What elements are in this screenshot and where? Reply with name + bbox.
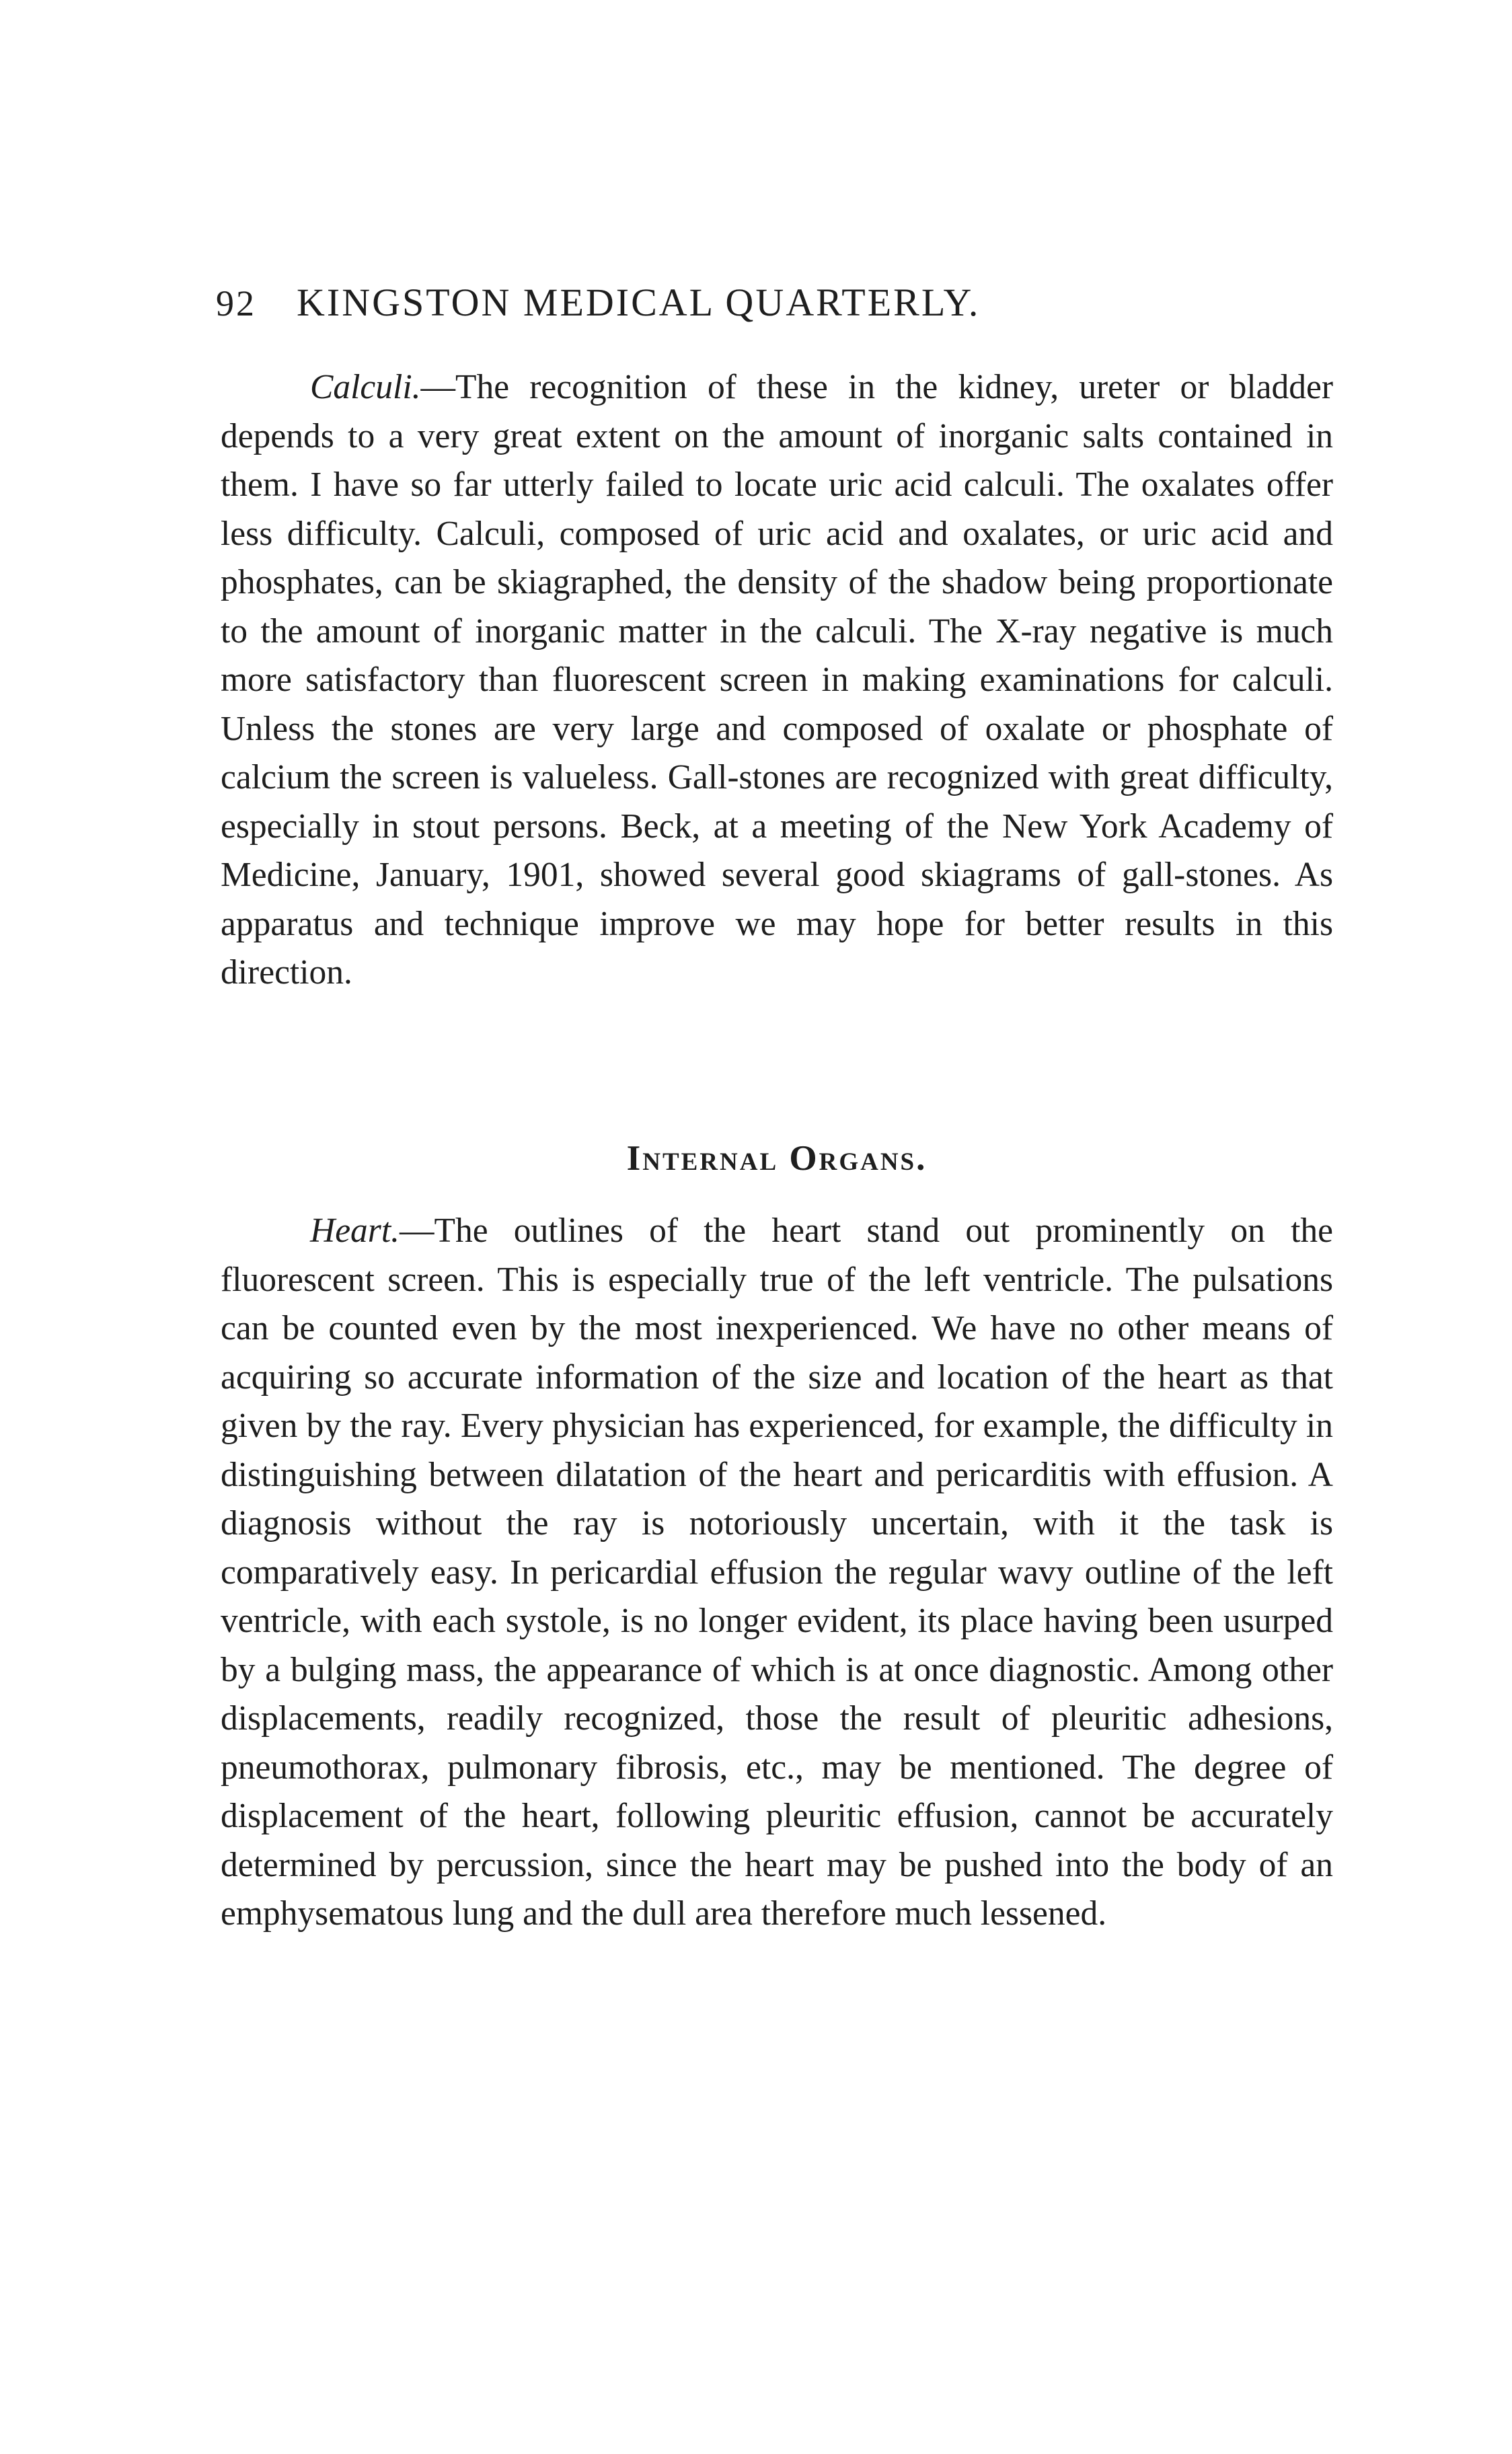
paragraph-heart-text: —The outlines of the heart stand out prominently on the fluorescent screen. This is especially true of the left ventricle. The pulsations can be counted even by the most inexperienced. We have no other means of acquiring so accurate information of the size and location of the heart as that given by the ray. Every physician has experienced, for example, the difficulty in distinguishing between dilatation of the heart and pericarditis with effusion. A diagnosis without the ray is notoriously uncertain, with it the task is comparatively easy. In pericardial effusion the regular wavy outline of the left ventricle, with each systole, is no longer evident, its place having been usurped by a bulging mass, the appearance of which is at once diagnostic. Among other displacements, readily recognized, those the result of pleuritic adhesions, pneumothorax, pulmonary fibrosis, etc., may be mentioned. The degree of displacement of the heart, following pleuritic effusion, cannot be accurately determined by percussion, since the heart may be pushed into the body of an emphysematous lung and the dull area therefore much lessened. [221,1212,1333,1933]
lead-term-heart: Heart. [310,1212,400,1250]
journal-title: KINGSTON MEDICAL QUARTERLY. [297,281,981,324]
lead-term-calculi: Calculi. [310,368,421,406]
paragraph-calculi-text: —The recognition of these in the kidney, ureter or bladder depends to a very great extent on the amount of inorganic salts contained in them. I have so far utterly failed to locate uric acid calculi. The oxalates offer less difficulty. Calculi, composed of uric acid and oxalates, or uric acid and phosphates, can be skiagraphed, the density of the shadow being proportionate to the amount of inorganic matter in the calculi. The X-ray negative is much more satisfactory than fluorescent screen in making examinations for calculi. Unless the stones are very large and composed of oxalate or phosphate of calcium the screen is valueless. Gall-stones are recognized with great difficulty, especially in stout persons. Beck, at a meeting of the New York Academy of Medicine, January, 1901, showed several good skiagrams of gall-stones. As apparatus and technique improve we may hope for better results in this direction. [221,368,1333,992]
paragraph-calculi [221,363,1333,998]
paragraph-heart [221,1207,1333,1939]
page-number: 92 [216,283,256,324]
running-head [216,276,1184,330]
section-heading-internal-organs: Internal Organs. [626,1139,928,1178]
